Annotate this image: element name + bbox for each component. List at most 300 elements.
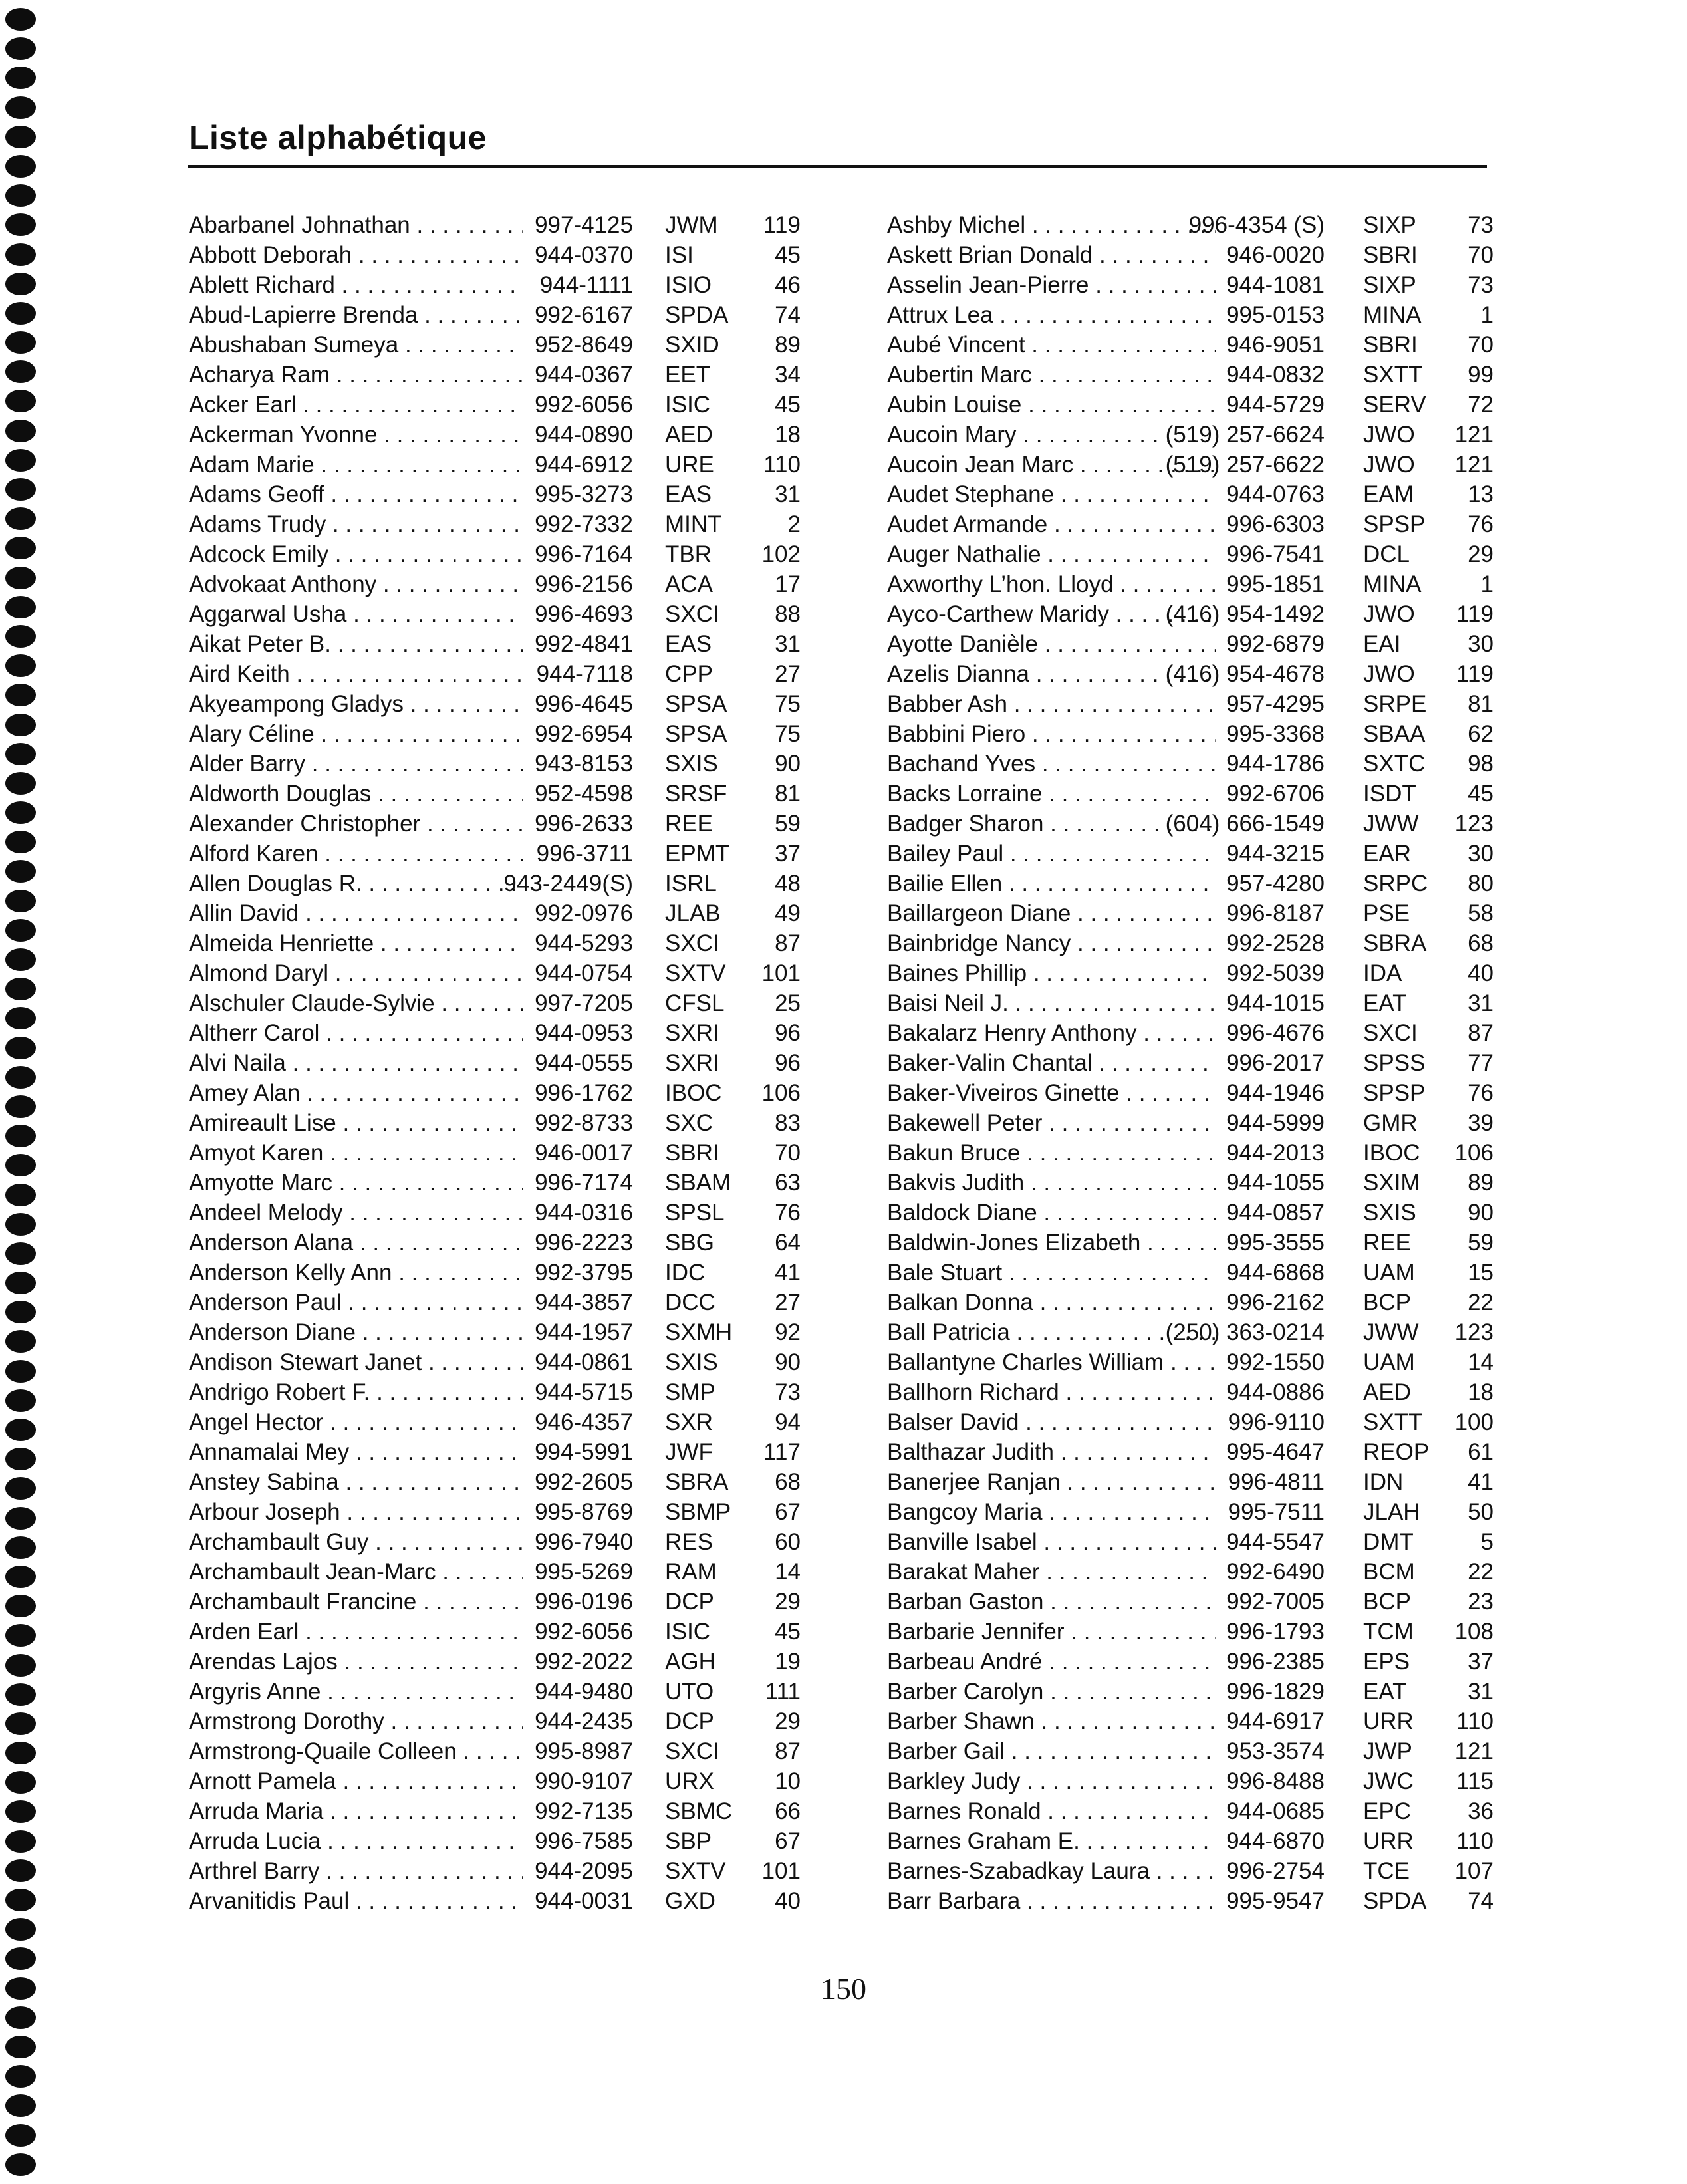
entry-name: Alford Karen . . . [189,839,523,869]
entry-page: 45 [775,392,801,418]
entry-page: 83 [775,1110,801,1136]
entry-phone: 996-0196 [535,1589,633,1615]
entry-code: EAR [1363,841,1411,867]
entry-phone: 992-6879 [1226,631,1325,657]
entry-name: Banerjee Ranjan . . . [887,1467,1216,1497]
entry-name: Archambault Francine . . . [189,1587,523,1617]
entry-code: SXC [665,1110,713,1136]
entry-phone: 944-1081 [1226,272,1325,298]
entry-phone: 995-0153 [1226,302,1325,328]
entry-name: Ballantyne Charles William . . . [887,1347,1216,1377]
entry-page: 36 [1468,1798,1493,1824]
entry-phone: 944-1786 [1226,751,1325,777]
entry-phone: 996-6303 [1226,511,1325,537]
directory-entry [887,1587,1493,1617]
entry-phone: 996-2223 [535,1230,633,1256]
entry-phone: 944-0754 [535,960,633,986]
directory-entry [189,1706,801,1736]
entry-code: SXTV [665,960,726,986]
entry-name: Babber Ash . . . [887,689,1216,719]
entry-page: 87 [775,930,801,956]
entry-code: JWC [1363,1768,1414,1794]
entry-phone: 992-6056 [535,392,633,418]
directory-entry [887,779,1493,809]
binding-hole [5,1184,36,1206]
binding-hole [5,1389,36,1412]
entry-code: ISDT [1363,781,1416,807]
entry-code: SPSP [1363,511,1426,537]
directory-entry [887,1677,1493,1706]
entry-page: 45 [775,242,801,268]
entry-page: 34 [775,362,801,388]
binding-hole [5,684,36,706]
binding-hole [5,449,36,472]
directory-entry [887,1228,1493,1258]
directory-entry [189,869,801,898]
entry-phone: 996-7585 [535,1828,633,1854]
entry-page: 90 [775,1349,801,1375]
entry-code: SBMP [665,1499,731,1525]
entry-code: SXIS [1363,1200,1416,1226]
entry-name: Alary Céline . . . [189,719,523,749]
entry-code: JWW [1363,1319,1419,1345]
entry-name: Adams Trudy . . . [189,509,523,539]
directory-entry [189,1168,801,1198]
entry-page: 27 [775,1290,801,1315]
entry-phone: 944-2435 [535,1708,633,1734]
entry-name: Almond Daryl . . . [189,958,523,988]
entry-phone: (519) 257-6622 [1165,452,1325,478]
directory-entry [887,1617,1493,1647]
binding-hole [5,919,36,942]
entry-page: 17 [775,571,801,597]
binding-hole [5,243,36,266]
directory-entry [887,1198,1493,1228]
entry-code: IDA [1363,960,1402,986]
entry-phone: 944-0857 [1226,1200,1325,1226]
entry-phone: 994-5991 [535,1439,633,1465]
entry-phone: 996-2162 [1226,1290,1325,1315]
entry-phone: 946-4357 [535,1409,633,1435]
entry-page: 22 [1468,1559,1493,1585]
directory-entry [189,210,801,240]
entry-code: EAS [665,631,712,657]
binding-hole [5,2006,36,2029]
entry-phone: 944-0886 [1226,1379,1325,1405]
directory-entry [189,330,801,360]
entry-page: 37 [1468,1649,1493,1675]
directory-entry [887,928,1493,958]
directory-entry [887,1826,1493,1856]
binding-hole [5,213,36,236]
entry-page: 27 [775,661,801,687]
entry-code: JWF [665,1439,713,1465]
entry-name: Anderson Diane . . . [189,1317,523,1347]
entry-page: 68 [775,1469,801,1495]
binding-hole [5,155,36,178]
directory-entry [189,1766,801,1796]
directory-entry [189,1228,801,1258]
entry-phone: 996-4676 [1226,1020,1325,1046]
directory-entry [189,1826,801,1856]
entry-name: Amyotte Marc . . . [189,1168,523,1198]
entry-code: TCE [1363,1858,1410,1884]
entry-name: Altherr Carol . . . [189,1018,523,1048]
entry-code: SBG [665,1230,714,1256]
entry-code: ISI [665,242,694,268]
entry-page: 94 [775,1409,801,1435]
entry-phone: 944-5715 [535,1379,633,1405]
binding-hole [5,1889,36,1911]
entry-code: ACA [665,571,713,597]
binding-hole [5,1624,36,1647]
entry-name: Azelis Dianna . . . [887,659,1216,689]
binding-hole [5,1242,36,1265]
entry-phone: 992-2022 [535,1649,633,1675]
binding-hole [5,1213,36,1236]
entry-name: Axworthy L’hon. Lloyd . . . [887,569,1216,599]
entry-phone: 996-7174 [535,1170,633,1196]
binding-hole [5,978,36,1000]
entry-name: Ashby Michel . . . [887,210,1216,240]
entry-phone: 996-9110 [1228,1409,1325,1435]
entry-phone: 944-5293 [535,930,633,956]
entry-name: Barber Gail . . . [887,1736,1216,1766]
entry-page: 110 [763,452,801,478]
entry-name: Barakat Maher . . . [887,1557,1216,1587]
entry-code: UAM [1363,1260,1415,1286]
entry-code: SBRA [1363,930,1427,956]
entry-phone: 992-6954 [535,721,633,747]
entry-phone: 997-7205 [535,990,633,1016]
entry-page: 60 [775,1529,801,1555]
entry-code: REE [665,811,713,837]
binding-hole [5,302,36,325]
binding-hole [5,948,36,971]
entry-code: SRPE [1363,691,1427,717]
entry-name: Almeida Henriette . . . [189,928,523,958]
page-number: 150 [821,1972,866,2006]
directory-entry [887,1377,1493,1407]
directory-entry [189,479,801,509]
entry-code: JLAB [665,900,721,926]
entry-code: SXTC [1363,751,1426,777]
directory-entry [887,599,1493,629]
entry-name: Baines Phillip . . . [887,958,1216,988]
binding-hole [5,2065,36,2088]
entry-phone: 992-7005 [1226,1589,1325,1615]
entry-name: Baillargeon Diane . . . [887,898,1216,928]
entry-code: SPSA [665,691,727,717]
entry-phone: 992-6056 [535,1619,633,1645]
entry-name: Argyris Anne . . . [189,1677,523,1706]
entry-phone: 944-0832 [1226,362,1325,388]
entry-code: SPSA [665,721,727,747]
entry-page: 81 [775,781,801,807]
entry-name: Amey Alan . . . [189,1078,523,1108]
entry-page: 107 [1454,1858,1493,1884]
binding-hole [5,420,36,442]
entry-code: SPDA [1363,1888,1427,1914]
directory-entry [189,809,801,839]
directory-entry [189,1138,801,1168]
entry-code: URX [665,1768,714,1794]
binding-hole [5,860,36,883]
entry-page: 30 [1468,631,1493,657]
entry-name: Bakalarz Henry Anthony . . . [887,1018,1216,1048]
directory-entry [887,1706,1493,1736]
directory-entry [189,1677,801,1706]
directory-entry [189,1288,801,1317]
entry-code: SMP [665,1379,715,1405]
entry-phone: 992-2605 [535,1469,633,1495]
binding-hole [5,1712,36,1735]
binding-hole [5,1566,36,1588]
entry-name: Ballhorn Richard . . . [887,1377,1216,1407]
entry-phone: 992-6167 [535,302,633,328]
entry-phone: 946-0020 [1226,242,1325,268]
entry-phone: 944-3857 [535,1290,633,1315]
entry-code: GMR [1363,1110,1418,1136]
entry-page: 92 [775,1319,801,1345]
entry-page: 45 [775,1619,801,1645]
directory-entry [887,629,1493,659]
entry-code: JWO [1363,601,1415,627]
binding-hole [5,1330,36,1353]
entry-code: JWP [1363,1738,1412,1764]
entry-page: 70 [1468,242,1493,268]
entry-page: 50 [1468,1499,1493,1525]
entry-name: Allen Douglas R. . . . [189,869,523,898]
entry-name: Barban Gaston . . . [887,1587,1216,1617]
entry-page: 115 [1456,1768,1493,1794]
directory-entry [887,958,1493,988]
entry-name: Balkan Donna . . . [887,1288,1216,1317]
entry-phone: (416) 954-1492 [1165,601,1325,627]
directory-entry [887,1018,1493,1048]
directory-entry [189,1048,801,1078]
entry-page: 73 [1468,212,1493,238]
entry-code: PSE [1363,900,1410,926]
entry-phone: 992-8733 [535,1110,633,1136]
entry-page: 14 [775,1559,801,1585]
entry-phone: 952-4598 [535,781,633,807]
entry-name: Baldwin-Jones Elizabeth . . . [887,1228,1216,1258]
entry-phone: 995-1851 [1226,571,1325,597]
entry-name: Abud-Lapierre Brenda . . . [189,300,523,330]
entry-code: SBMC [665,1798,733,1824]
entry-page: 76 [775,1200,801,1226]
entry-name: Barnes-Szabadkay Laura . . . [887,1856,1216,1886]
entry-page: 117 [763,1439,801,1465]
entry-code: SRPC [1363,871,1428,896]
entry-phone: 992-3795 [535,1260,633,1286]
entry-name: Anderson Paul . . . [189,1288,523,1317]
title-rule [188,165,1487,168]
entry-page: 48 [775,871,801,896]
entry-name: Barber Carolyn . . . [887,1677,1216,1706]
entry-page: 2 [787,511,801,537]
entry-page: 5 [1480,1529,1493,1555]
binding-hole [5,1154,36,1176]
directory-entry [887,1856,1493,1886]
entry-code: GXD [665,1888,715,1914]
entry-name: Alexander Christopher . . . [189,809,523,839]
entry-phone: 996-4354 (S) [1188,212,1325,238]
entry-phone: 952-8649 [535,332,633,358]
entry-name: Asselin Jean-Pierre . . . [887,270,1216,300]
directory-entry [887,360,1493,390]
entry-code: SXRI [665,1020,719,1046]
binding-hole [5,1859,36,1882]
entry-name: Akyeampong Gladys . . . [189,689,523,719]
entry-name: Audet Armande . . . [887,509,1216,539]
entry-page: 68 [1468,930,1493,956]
binding-hole [5,1448,36,1470]
directory-entry [887,1138,1493,1168]
entry-code: DCL [1363,541,1410,567]
binding-hole [5,772,36,795]
entry-phone: 996-2156 [535,571,633,597]
entry-code: RAM [665,1559,717,1585]
entry-name: Askett Brian Donald . . . [887,240,1216,270]
entry-page: 45 [1468,781,1493,807]
directory-entry [189,1437,801,1467]
entry-name: Audet Stephane . . . [887,479,1216,509]
entry-page: 101 [761,1858,801,1884]
binding-hole [5,37,36,60]
directory-entry [189,1617,801,1647]
entry-page: 75 [775,691,801,717]
entry-phone: 996-2754 [1226,1858,1325,1884]
entry-phone: 943-8153 [535,751,633,777]
binding-hole [5,273,36,295]
entry-phone: 946-9051 [1226,332,1325,358]
entry-phone: 996-7940 [535,1529,633,1555]
directory-entry [887,300,1493,330]
directory-entry [887,1078,1493,1108]
entry-phone: 995-3555 [1226,1230,1325,1256]
entry-name: Barkley Judy . . . [887,1766,1216,1796]
entry-phone: 944-6912 [535,452,633,478]
entry-phone: 997-4125 [535,212,633,238]
entry-name: Archambault Guy . . . [189,1527,523,1557]
directory-entry [189,719,801,749]
directory-column-right [887,210,1493,1916]
entry-page: 41 [775,1260,801,1286]
entry-page: 73 [1468,272,1493,298]
directory-entry [189,1856,801,1886]
entry-phone: 996-2017 [1226,1050,1325,1076]
entry-page: 110 [1456,1828,1493,1854]
entry-name: Ayotte Danièle . . . [887,629,1216,659]
entry-page: 77 [1468,1050,1493,1076]
entry-phone: 992-6706 [1226,781,1325,807]
entry-page: 61 [1468,1439,1493,1465]
directory-entry [887,1258,1493,1288]
entry-code: IBOC [1363,1140,1420,1166]
entry-page: 46 [775,272,801,298]
entry-page: 31 [775,631,801,657]
directory-entry [887,1886,1493,1916]
entry-phone: 944-0953 [535,1020,633,1046]
entry-page: 59 [1468,1230,1493,1256]
binding-hole [5,537,36,559]
directory-entry [189,958,801,988]
directory-entry [887,1347,1493,1377]
entry-page: 39 [1468,1110,1493,1136]
directory-entry [189,270,801,300]
entry-name: Adcock Emily . . . [189,539,523,569]
entry-page: 88 [775,601,801,627]
entry-name: Arruda Maria . . . [189,1796,523,1826]
entry-phone: 995-9547 [1226,1888,1325,1914]
entry-code: SXTT [1363,362,1423,388]
directory-entry [189,1527,801,1557]
entry-name: Arvanitidis Paul . . . [189,1886,523,1916]
directory-entry [189,898,801,928]
entry-name: Angel Hector . . . [189,1407,523,1437]
directory-entry [887,420,1493,450]
entry-page: 119 [1456,661,1493,687]
entry-page: 15 [1468,1260,1493,1286]
entry-code: UTO [665,1679,714,1705]
entry-page: 1 [1480,302,1493,328]
entry-name: Allin David . . . [189,898,523,928]
entry-phone: 995-8987 [535,1738,633,1764]
entry-name: Adam Marie . . . [189,450,523,479]
entry-code: SXCI [665,601,719,627]
entry-page: 13 [1468,481,1493,507]
directory-entry [189,1377,801,1407]
entry-code: MINA [1363,571,1422,597]
directory-entry [189,1497,801,1527]
entry-page: 108 [1454,1619,1493,1645]
directory-entry [887,1437,1493,1467]
directory-entry [189,1587,801,1617]
entry-code: ISIC [665,1619,711,1645]
entry-code: SXR [665,1409,713,1435]
directory-entry [887,1467,1493,1497]
entry-name: Bakun Bruce . . . [887,1138,1216,1168]
directory-entry [189,509,801,539]
entry-phone: 992-6490 [1226,1559,1325,1585]
directory-entry [189,1258,801,1288]
entry-page: 89 [775,332,801,358]
entry-code: MINA [1363,302,1422,328]
entry-code: SXCI [1363,1020,1418,1046]
entry-phone: 992-1550 [1226,1349,1325,1375]
directory-entry [189,1317,801,1347]
binding-hole [5,1536,36,1559]
binding-hole [5,801,36,824]
entry-phone: 996-4693 [535,601,633,627]
entry-name: Bailey Paul . . . [887,839,1216,869]
entry-code: SERV [1363,392,1426,418]
entry-page: 31 [775,481,801,507]
entry-page: 98 [1468,751,1493,777]
entry-name: Baker-Valin Chantal . . . [887,1048,1216,1078]
binding-hole [5,596,36,618]
entry-phone: 996-8187 [1226,900,1325,926]
directory-entry [887,1317,1493,1347]
binding-hole [5,567,36,589]
entry-page: 19 [775,1649,801,1675]
directory-entry [887,988,1493,1018]
entry-phone: 944-0685 [1226,1798,1325,1824]
entry-phone: 944-2013 [1226,1140,1325,1166]
entry-name: Amireault Lise . . . [189,1108,523,1138]
